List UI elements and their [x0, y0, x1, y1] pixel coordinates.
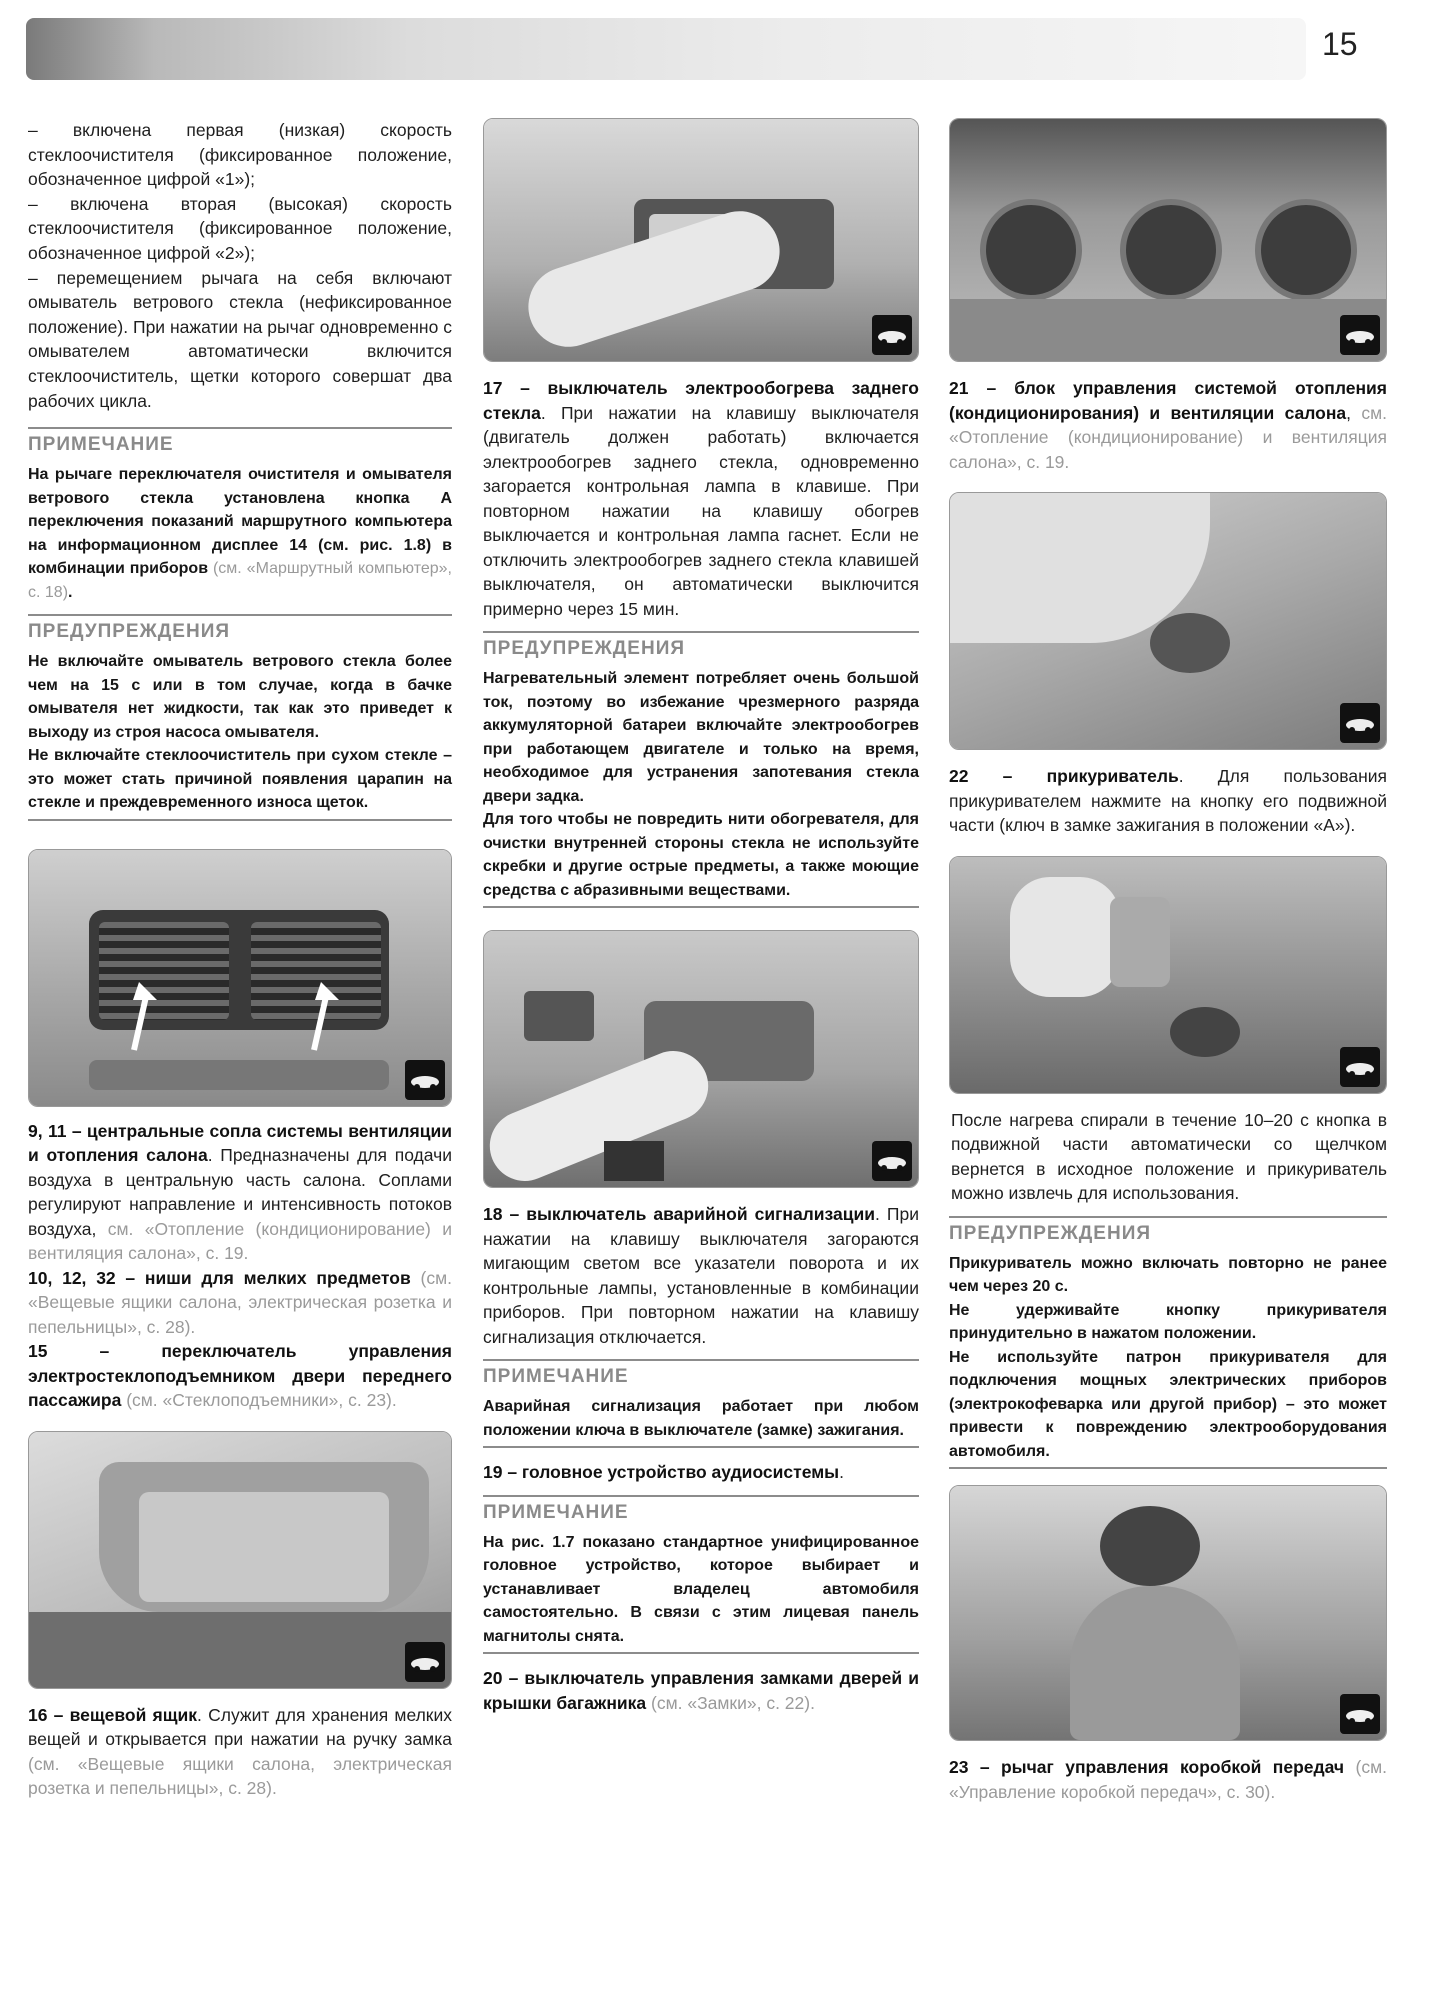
photo-cigarette-lighter: [949, 492, 1387, 750]
warning-body: Нагревательный элемент потребляет очень большой ток, поэтому во избежание чрезмерного разряда аккумуляторной батареи включайте электрообогрев при работающем двигателе и только на время, необходимое для устранения запотевания стекла двери задка. Для того чтобы не повредить нити обогревателя, для очистки внутренней стороны стекла не используйте скребки и другие острые предметы, а также моющие средства с абразивными веществами.: [483, 670, 919, 899]
arrows: [29, 850, 452, 1106]
car-logo-icon: [872, 315, 912, 355]
item-22: 22 – прикуриватель. Для пользования прикуривателем нажмите на кнопку его подвижной части (ключ в замке зажигания в положении «А»).: [949, 766, 1387, 835]
car-logo-icon: [1340, 703, 1380, 743]
column-left: [28, 118, 452, 1801]
column-right: [949, 118, 1387, 1804]
photo-gear-lever: [949, 1485, 1387, 1741]
note-block: [483, 1359, 919, 1448]
page-number: 15: [1322, 26, 1358, 62]
note-body: Аварийная сигнализация работает при любом положении ключа в выключателе (замке) зажигания.: [483, 1398, 919, 1439]
warning-title: ПРЕДУПРЕЖДЕНИЯ: [28, 614, 452, 644]
note-title: ПРИМЕЧАНИЕ: [483, 1359, 919, 1389]
car-logo-icon: [405, 1060, 445, 1100]
header-band: [26, 18, 1306, 80]
warning-title: ПРЕДУПРЕЖДЕНИЯ: [483, 631, 919, 661]
photo-glovebox: [28, 1431, 452, 1689]
item-19: 19 – головное устройство аудиосистемы.: [483, 1462, 844, 1482]
intro-text: – включена первая (низкая) скорость стеклоочистителя (фиксированное положение, обозначенное цифрой «1»); – включена вторая (высокая) скорость стеклоочистителя (фиксированное положение, обозначенное цифрой «2»); – перемещением рычага на себя включают омыватель ветрового стекла (нефиксированное положение). При нажатии на рычаг одновременно с омывателем автоматически включится стеклоочиститель, щетки которого совершат два рабочих цикла.: [28, 120, 452, 411]
car-logo-icon: [1340, 1694, 1380, 1734]
warning-block: [483, 631, 919, 908]
item-20: 20 – выключатель управления замками дверей и крышки багажника (см. «Замки», с. 22).: [483, 1668, 919, 1713]
item-10-12-32: 10, 12, 32 – ниши для мелких предметов (см. «Вещевые ящики салона, электрическая розетка и пепельницы», с. 28).: [28, 1267, 452, 1337]
item-18: 18 – выключатель аварийной сигнализации. При нажатии на клавишу выключателя загораются мигающим светом все указатели поворота и их контрольные лампы, установленные в комбинации приборов. При повторном нажатии на клавишу сигнализация отключается.: [483, 1204, 920, 1347]
note-title: ПРИМЕЧАНИЕ: [28, 427, 452, 457]
warning-block: [28, 614, 452, 821]
car-logo-icon: [872, 1141, 912, 1181]
note-body: На рычаге переключателя очистителя и омывателя ветрового стекла установлена кнопка А переключения показаний маршрутного компьютера на информационном дисплее 14 (см. рис. 1.8) в комбинации приборов (см. «Маршрутный компьютер», с. 18).: [28, 466, 452, 601]
warning-body: Прикуриватель можно включать повторно не ранее чем через 20 с. Не удерживайте кнопку прикуривателя принудительно в нажатом положении. Не используйте патрон прикуривателя для подключения мощных электрических приборов (электрокофеварка или другой прибор) – это может привести к повреждению электрооборудования автомобиля.: [949, 1254, 1387, 1460]
car-logo-icon: [1340, 315, 1380, 355]
warning-body: Не включайте омыватель ветрового стекла более чем на 15 с или в том случае, когда в бачке омывателя нет жидкости, так как это приведет к выходу из строя насоса омывателя. Не включайте стеклоочиститель при сухом стекле – это может стать причиной появления царапин на стекле и преждевременного износа щеток.: [28, 653, 452, 812]
car-logo-icon: [405, 1642, 445, 1682]
note-block: [28, 427, 452, 604]
car-logo-icon: [1340, 1047, 1380, 1087]
photo-climate-control: [949, 118, 1387, 362]
item-22-after-heating: После нагрева спирали в течение 10–20 с кнопка в подвижной части автоматически со щелчком вернется в исходное положение и прикуриватель можно извлечь для использования.: [951, 1109, 1387, 1203]
photo-rear-defroster-switch: [483, 118, 919, 362]
item-23: 23 – рычаг управления коробкой передач (см. «Управление коробкой передач», с. 30).: [949, 1757, 1387, 1802]
note-block-2: [483, 1495, 919, 1655]
item-21: 21 – блок управления системой отопления (кондиционирования) и вентиляции салона, см. «Отопление (кондиционирование) и вентиляция салона», с. 19.: [949, 378, 1388, 472]
note-body: На рис. 1.7 показано стандартное унифицированное головное устройство, которое выбирает и устанавливает владелец автомобиля самостоятельно. В связи с этим лицевая панель магнитолы снята.: [483, 1533, 919, 1645]
item-15: 15 – переключатель управления электростеклоподъемником двери переднего пассажира (см. «Стеклоподъемники», с. 23).: [28, 1341, 452, 1411]
photo-lighter-removed: [949, 856, 1387, 1094]
warning-title: ПРЕДУПРЕЖДЕНИЯ: [949, 1216, 1387, 1246]
item-17: 17 – выключатель электрообогрева заднего стекла. При нажатии на клавишу выключателя (двигатель должен работать) включается электрообогрев заднего стекла, одновременно загорается контрольная лампа в клавише. При повторном нажатии на клавишу обогрев выключается и контрольная лампа гаснет. Если не отключить электрообогрев заднего стекла клавишей выключателя, он автоматически выключится примерно через 15 мин.: [483, 378, 919, 619]
item-9-11: 9, 11 – центральные сопла системы вентиляции и отопления салона. Предназначены для подачи воздуха в центральную часть салона. Соплами регулируют направление и интенсивность потоков воздуха, см. «Отопление (кондиционирование) и вентиляция салона», с. 19.: [28, 1120, 452, 1264]
column-middle: [483, 118, 919, 1715]
warning-block: [949, 1216, 1387, 1470]
note-title: ПРИМЕЧАНИЕ: [483, 1495, 919, 1525]
photo-center-vents: [28, 849, 452, 1107]
item-16: 16 – вещевой ящик. Служит для хранения мелких вещей и открывается при нажатии на ручку замка (см. «Вещевые ящики салона, электрическая розетка и пепельницы», с. 28).: [28, 1704, 452, 1799]
photo-hazard-switch: [483, 930, 919, 1188]
